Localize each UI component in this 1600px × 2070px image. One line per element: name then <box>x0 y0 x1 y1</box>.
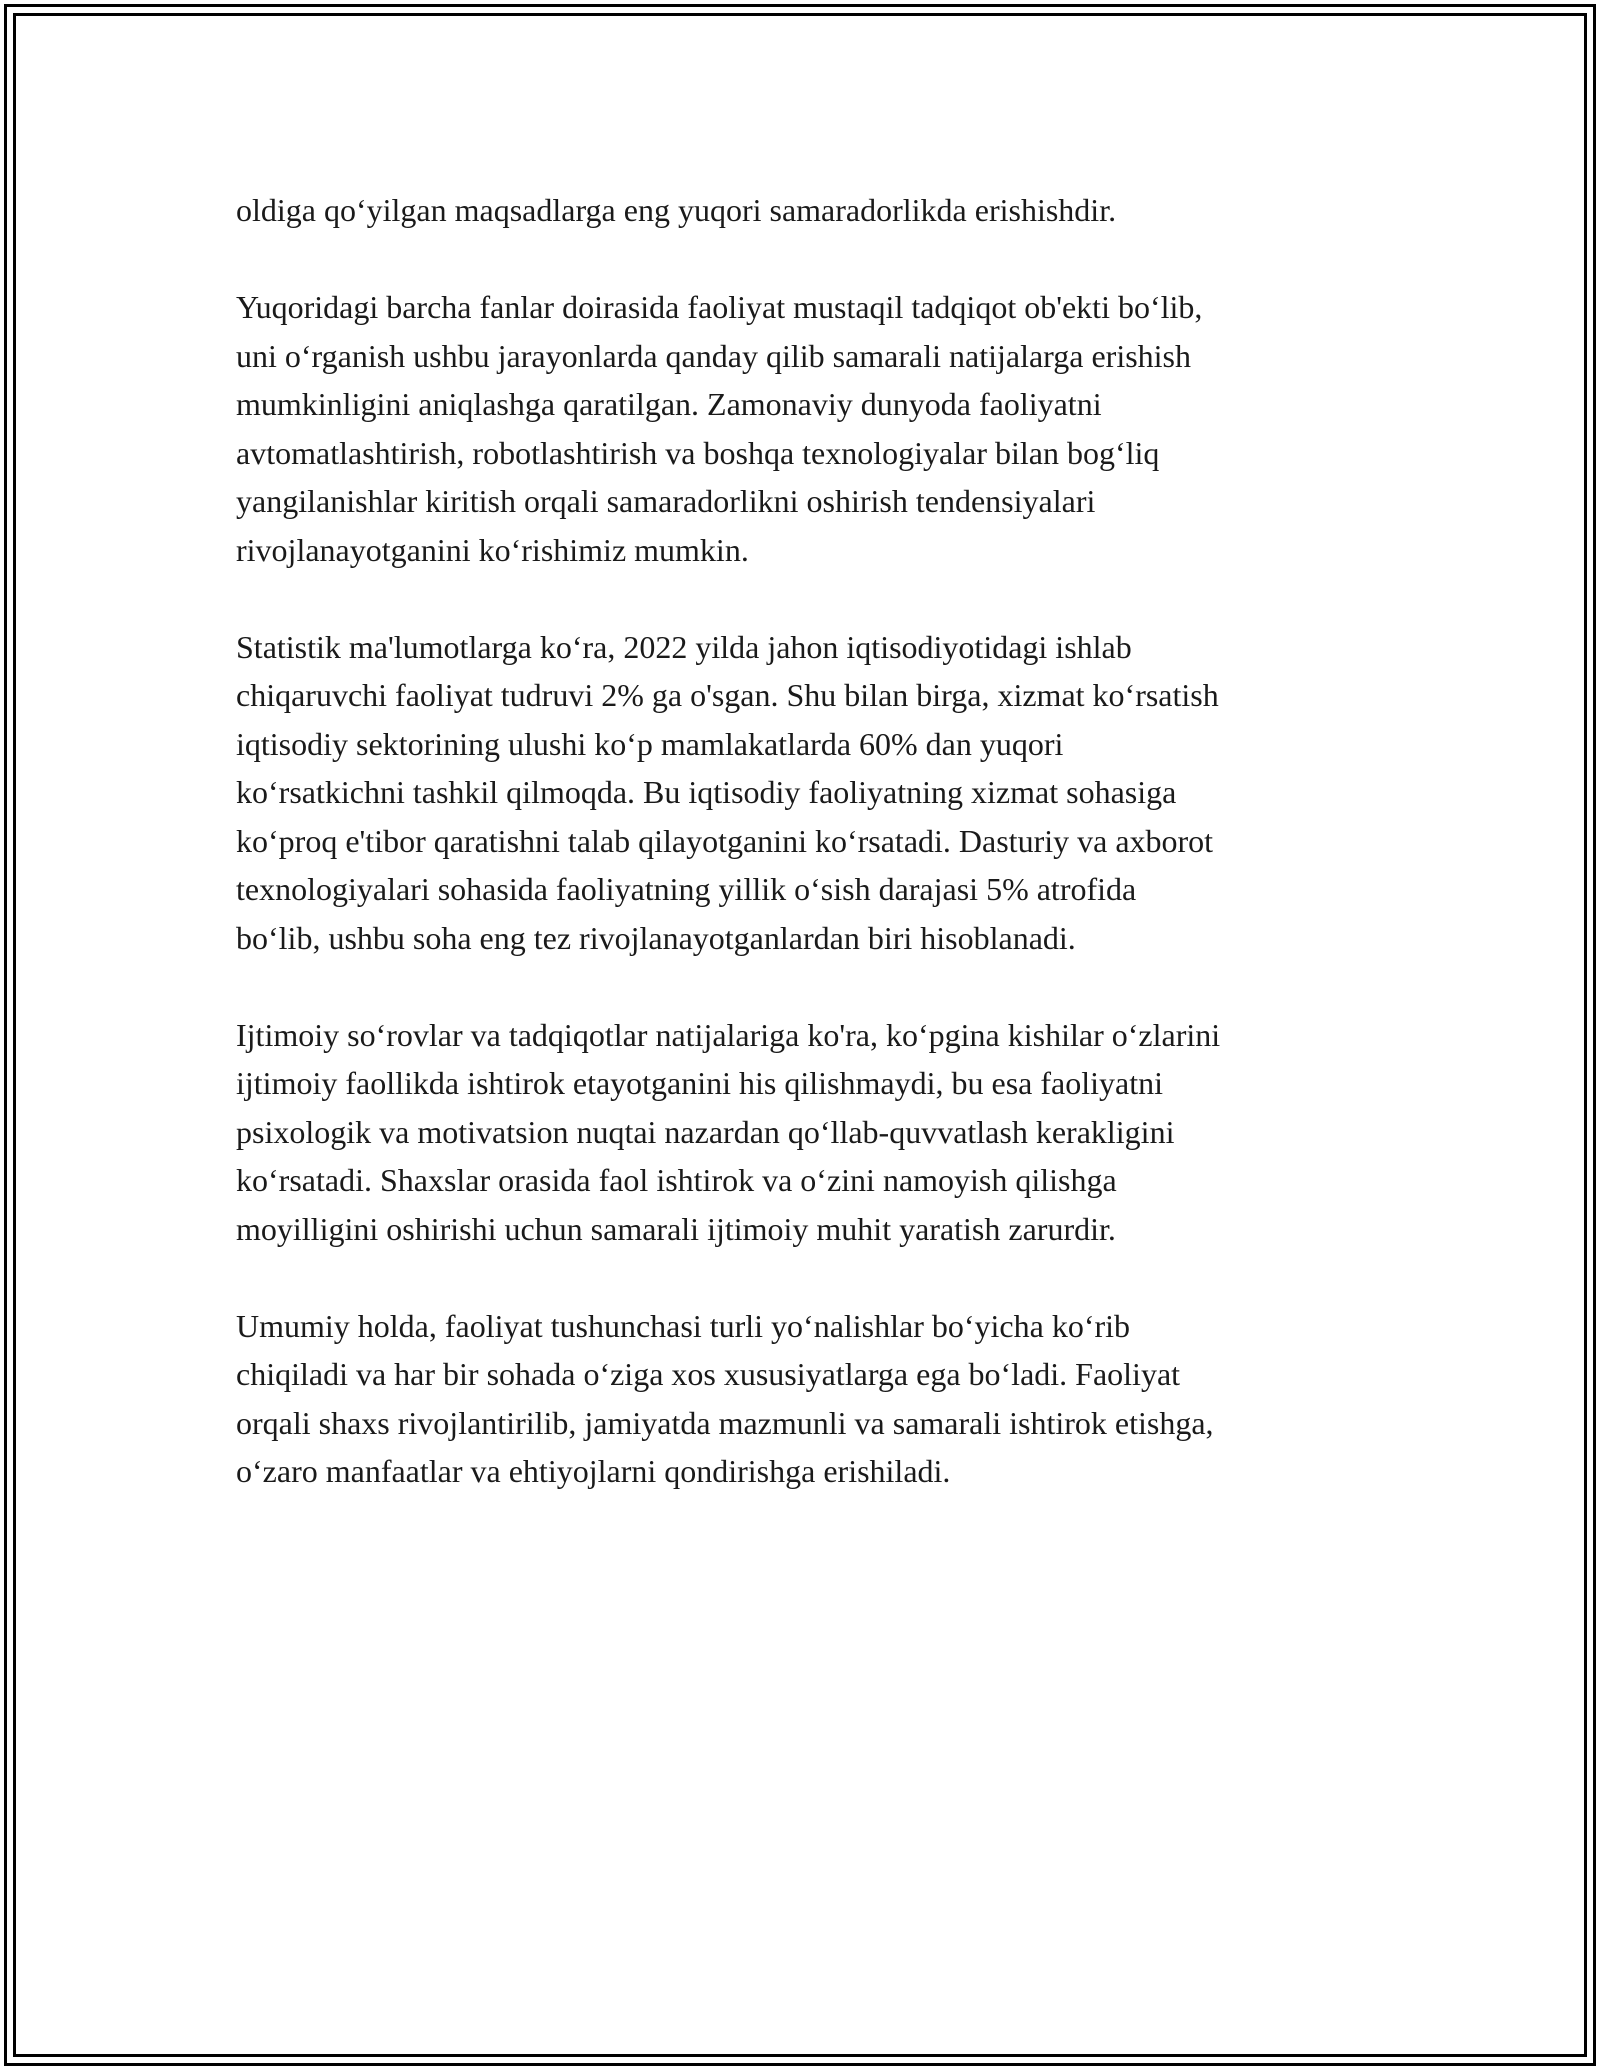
text-line: yangilanishlar kiritish orqali samaradorlikni oshirish tendensiyalari <box>236 483 1096 519</box>
text-line: iqtisodiy sektorining ulushi ko‘p mamlakatlarda 60% dan yuqori <box>236 725 1064 762</box>
text-line: ijtimoiy faollikda ishtirok etayotganini his qilishmaydi, bu esa faoliyatni <box>236 1065 1163 1101</box>
text-line: orqali shaxs rivojlantirilib, jamiyatda mazmunli va samarali ishtirok etishga, <box>236 1404 1214 1441</box>
paragraph-5 <box>236 1302 1396 1496</box>
text-line: ko‘rsatadi. Shaxslar orasida faol ishtirok va o‘zini namoyish qilishga <box>236 1162 1117 1198</box>
text-line: chiqiladi va har bir sohada o‘ziga xos xususiyatlarga ega bo‘ladi. Faoliyat <box>236 1356 1181 1392</box>
text-line: psixologik va motivatsion nuqtai nazardan qo‘llab-quvvatlash kerakligini <box>236 1113 1175 1150</box>
text-line: chiqaruvchi faoliyat tudruvi 2% ga o'sgan. Shu bilan birga, xizmat ko‘rsatish <box>236 677 1219 713</box>
text-line: rivojlanayotganini ko‘rishimiz mumkin. <box>236 531 749 568</box>
text-line: Ijtimoiy so‘rovlar va tadqiqotlar natijalariga ko'ra, ko‘pgina kishilar o‘zlarini <box>236 1016 1221 1053</box>
document-body <box>236 186 1396 1544</box>
text-line: Yuqoridagi barcha fanlar doirasida faoliyat mustaqil tadqiqot ob'ekti bo‘lib, <box>236 289 1203 325</box>
text-line: texnologiyalari sohasida faoliyatning yillik o‘sish darajasi 5% atrofida <box>236 871 1137 907</box>
text-line: bo‘lib, ushbu soha eng tez rivojlanayotganlardan biri hisoblanadi. <box>236 919 1076 956</box>
text-line: moyilligini oshirishi uchun samarali ijtimoiy muhit yaratish zarurdir. <box>236 1210 1116 1247</box>
text-line: uni o‘rganish ushbu jarayonlarda qanday qilib samarali natijalarga erishish <box>236 337 1191 374</box>
text-line: o‘zaro manfaatlar va ehtiyojlarni qondirishga erishiladi. <box>236 1453 951 1489</box>
paragraph-4 <box>236 1011 1396 1254</box>
text-line: avtomatlashtirish, robotlashtirish va boshqa texnologiyalar bilan bog‘liq <box>236 434 1160 471</box>
text-line: ko‘rsatkichni tashkil qilmoqda. Bu iqtisodiy faoliyatning xizmat sohasiga <box>236 774 1177 810</box>
text-line: ko‘proq e'tibor qaratishni talab qilayotganini ko‘rsatadi. Dasturiy va axborot <box>236 822 1214 859</box>
paragraph-1 <box>236 186 1396 235</box>
text-line: oldiga qo‘yilgan maqsadlarga eng yuqori samaradorlikda erishishdir. <box>236 192 1117 228</box>
text-line: Umumiy holda, faoliyat tushunchasi turli yo‘nalishlar bo‘yicha ko‘rib <box>236 1307 1131 1344</box>
paragraph-2 <box>236 283 1396 574</box>
text-line: mumkinligini aniqlashga qaratilgan. Zamonaviy dunyoda faoliyatni <box>236 386 1102 422</box>
paragraph-3 <box>236 623 1396 963</box>
text-line: Statistik ma'lumotlarga ko‘ra, 2022 yilda jahon iqtisodiyotidagi ishlab <box>236 628 1132 665</box>
